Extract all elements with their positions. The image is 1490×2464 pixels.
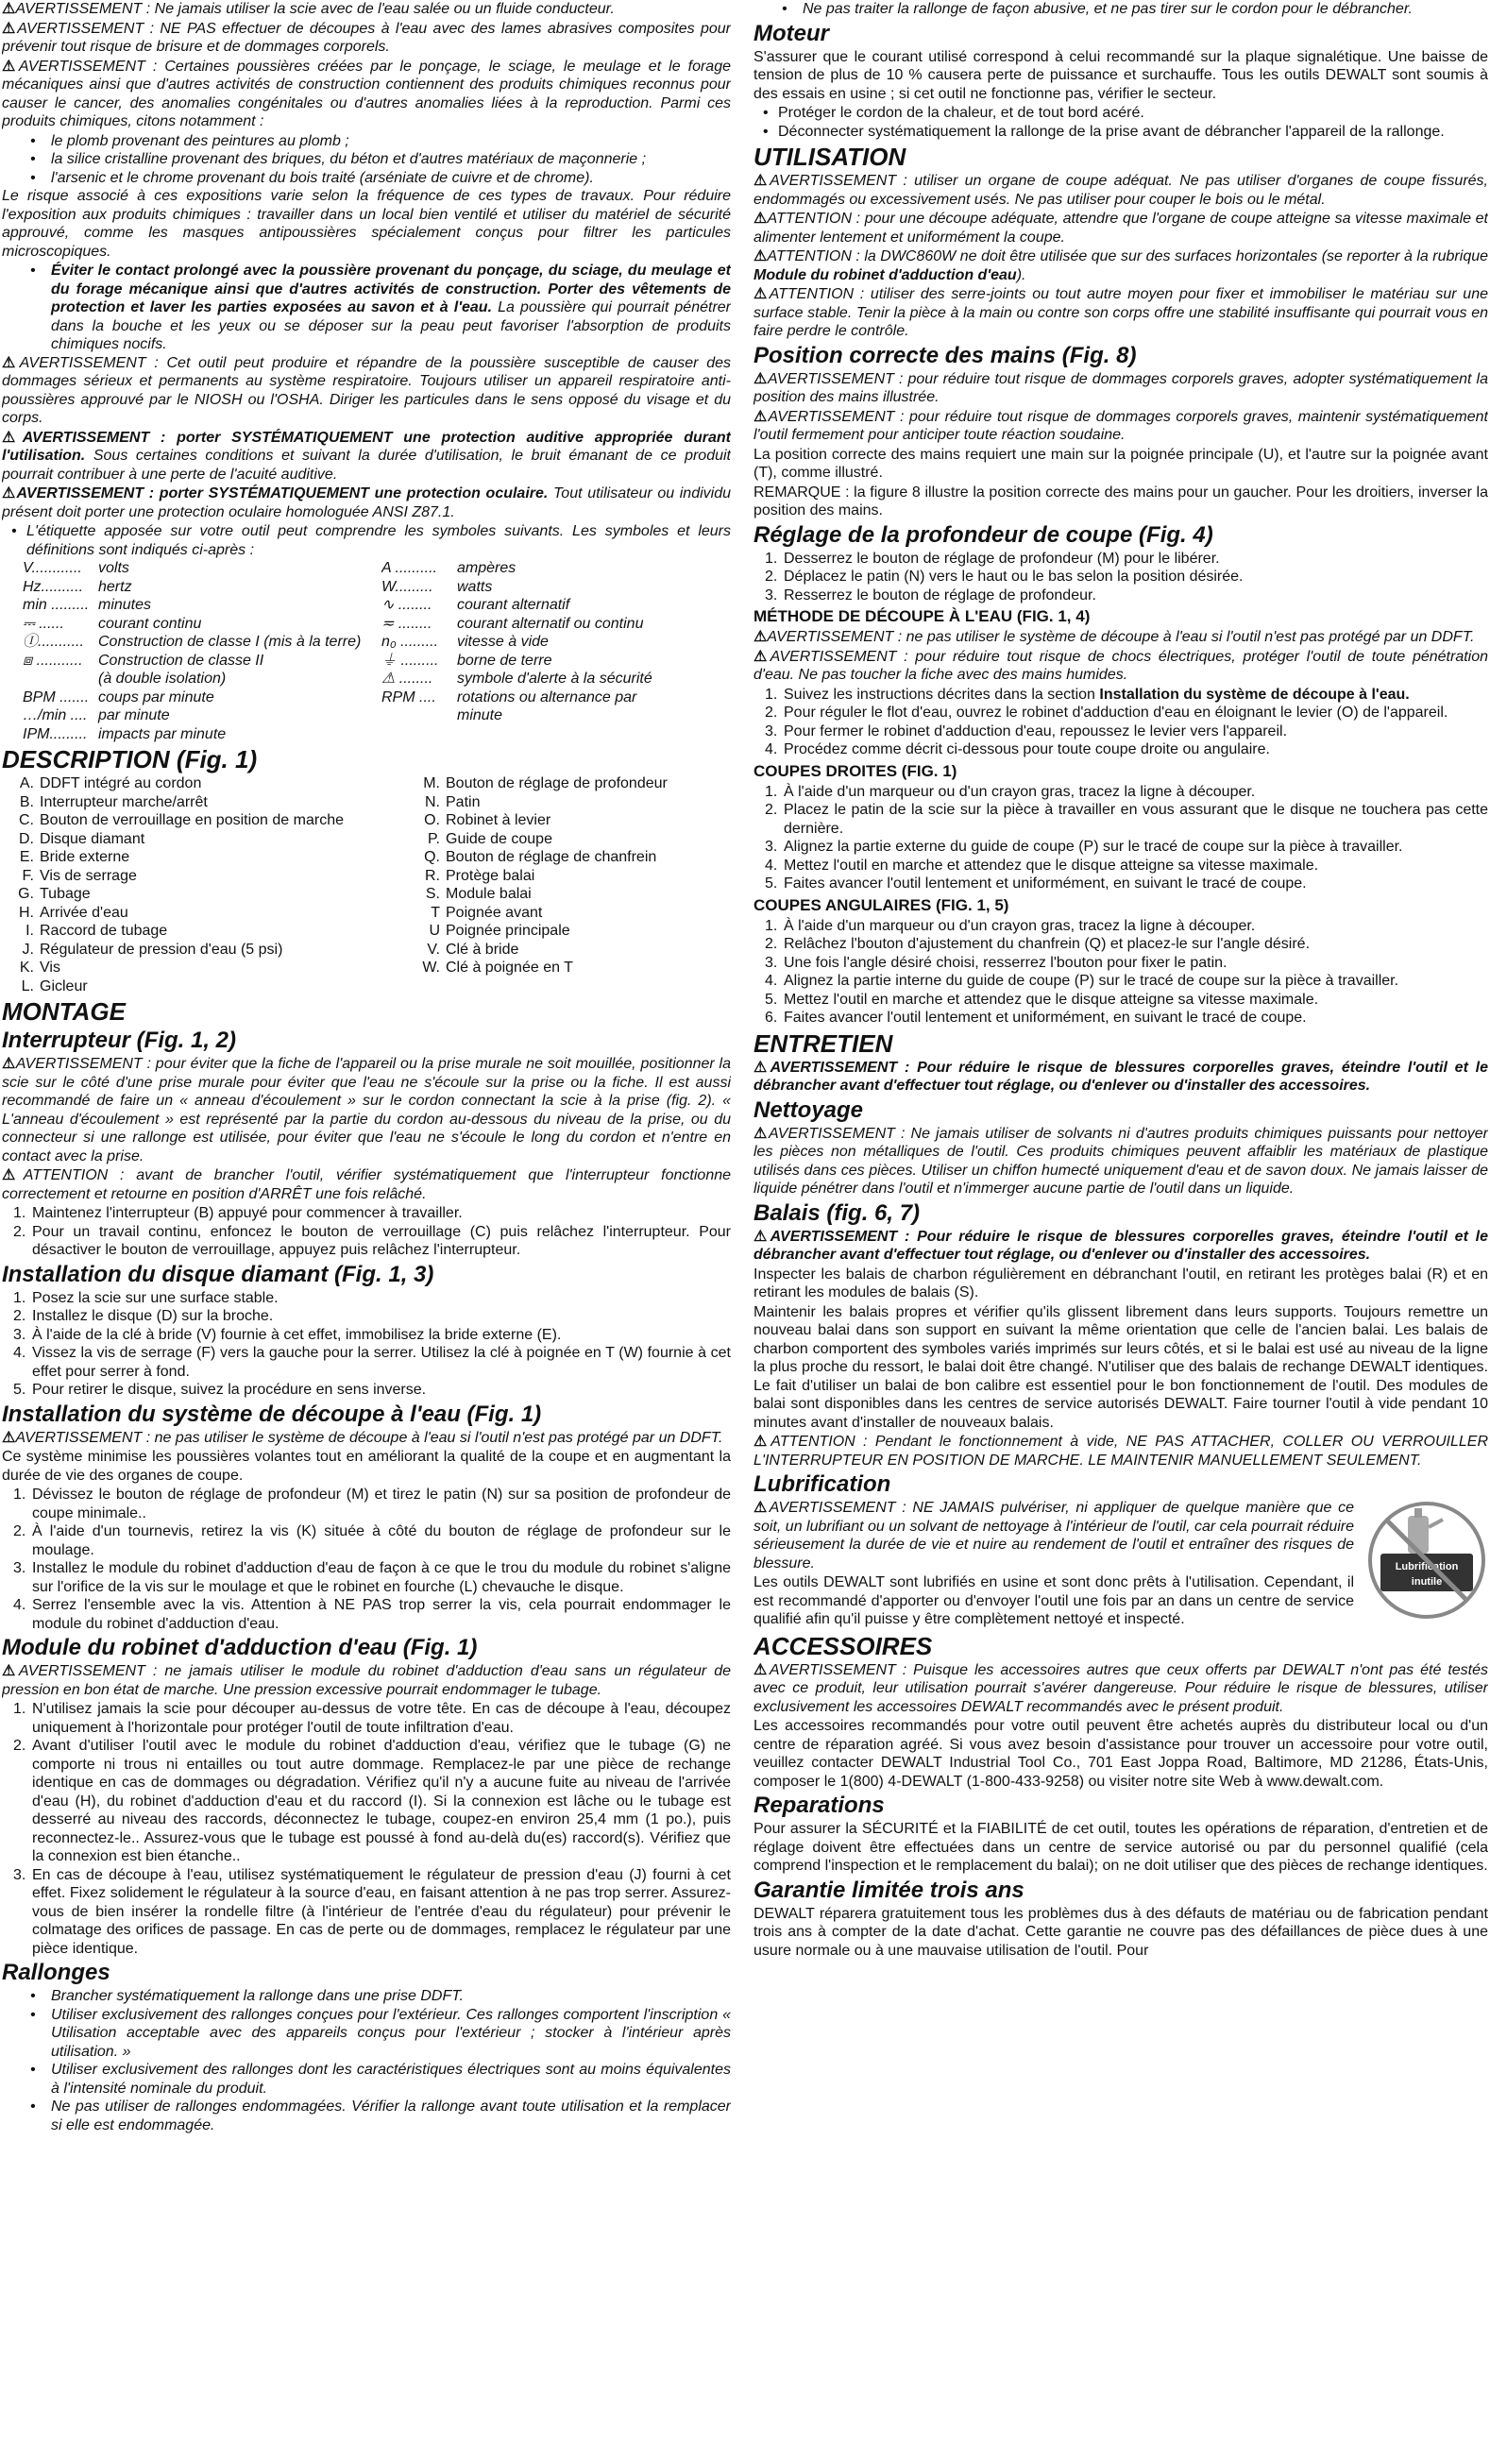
list-item: 2. Déplacez le patin (N) vers le haut ou le bas selon la position désirée. bbox=[765, 569, 1244, 585]
warning-triangle-icon: ⚠ bbox=[2, 354, 20, 371]
list-item: 3. Pour fermer le robinet d'adduction d'eau, repoussez le levier vers l'appareil. bbox=[765, 722, 1288, 739]
symbol-row: (à double isolation) bbox=[98, 671, 227, 687]
warning-hands-1: ⚠AVERTISSEMENT : pour réduire tout risque de dommages corporels graves, adopter systématiquement la position des mains illustrée. bbox=[753, 370, 1488, 405]
list-item: 4. Mettez l'outil en marche et attendez que le disque atteigne sa vitesse maximale. bbox=[765, 857, 1319, 874]
lubrication-block bbox=[753, 1499, 1488, 1630]
list-item: 3. À l'aide de la clé à bride (V) fournie à cet effet, immobilisez la bride externe (E). bbox=[13, 1326, 562, 1343]
warranty-heading: Garantie limitée trois ans bbox=[753, 1877, 1024, 1903]
method-heading: MÉTHODE DE DÉCOUPE À L'EAU (FIG. 1, 4) bbox=[753, 607, 1091, 625]
warning-lubrication: ⚠AVERTISSEMENT : NE JAMAIS pulvériser, ni appliquer de quelque manière que ce soit, un lubrifiant ou un solvant de nettoyage à l'intérieur de l'outil, car cela pourrait réduire sérieusement la durée de vie et nuire au rendement de l'outil et entraîner des risques de blessure. bbox=[753, 1500, 1354, 1572]
list-item: 3. Alignez la partie externe du guide de coupe (P) sur le tracé de coupe sur la pièce à travailler. bbox=[765, 839, 1403, 855]
accessories-heading: ACCESSOIRES bbox=[753, 1631, 933, 1660]
lubrication-icon-label-1: Lubrification bbox=[1395, 1561, 1459, 1572]
caution-use-3: ⚠ATTENTION : utiliser des serre-joints ou tout autre moyen pour fixer et immobiliser le matériau sur une surface stable. Tenir la pièce à la main ou contre son corps offre une stabilité insuffisante qui pourrait vous en faire perdre le contrôle. bbox=[753, 286, 1488, 339]
symbol-row: Hz.......... hertz bbox=[23, 578, 132, 595]
list-item: 4. Vissez la vis de serrage (F) vers la gauche pour la serrer. Utilisez la clé à poignée en T (W) fournie à cet effet pour serrer à fond. bbox=[13, 1345, 731, 1380]
symbol-row: ⏚ ......... borne de terre bbox=[381, 652, 552, 669]
list-item: • la silice cristalline provenant des briques, du béton et d'autres matériaux de maçonnerie ; bbox=[2, 150, 731, 169]
list-item: • Protéger le cordon de la chaleur, et de tout bord acéré. bbox=[753, 104, 1488, 123]
valve-steps bbox=[2, 1700, 731, 1958]
list-item: U Poignée principale bbox=[429, 923, 570, 939]
symbols-left bbox=[23, 559, 372, 743]
list-item: • Déconnecter systématiquement la rallonge de la prise avant de débrancher l'appareil de la rallonge. bbox=[753, 123, 1488, 142]
water-system-steps bbox=[2, 1486, 731, 1633]
warning-salt-water: ⚠AVERTISSEMENT : Ne jamais utiliser la scie avec de l'eau salée ou un fluide conducteur. bbox=[2, 1, 615, 17]
symbol-row: min ......... minutes bbox=[23, 597, 152, 613]
list-item: 4. Alignez la partie interne du guide de coupe (P) sur le tracé de coupe sur la pièce à travailler. bbox=[765, 973, 1399, 989]
list-item: I. Raccord de tubage bbox=[25, 923, 168, 939]
warning-triangle-icon: ⚠ bbox=[2, 485, 17, 501]
list-item: R. Protège balai bbox=[425, 867, 535, 884]
warning-maintenance: ⚠AVERTISSEMENT : Pour réduire le risque de blessures corporelles graves, éteindre l'outil et le débrancher avant d'effectuer tout réglage, ou d'enlever ou d'installer des accessoires. bbox=[753, 1059, 1488, 1094]
warning-triangle-icon: ⚠ bbox=[753, 629, 768, 645]
list-item: 2. Pour réguler le flot d'eau, ouvrez le robinet d'adduction d'eau en éloignant le levier (O) de l'appareil. bbox=[765, 705, 1448, 721]
list-item: N. Patin bbox=[425, 793, 481, 810]
list-item: 3. Une fois l'angle désiré choisi, resserrez l'bouton pour fixer le patin. bbox=[765, 954, 1228, 971]
lubrication-icon-label-2: inutile bbox=[1411, 1576, 1443, 1588]
list-item: • Éviter le contact prolongé avec la poussière provenant du ponçage, du sciage, du meulage et du forage mécanique ainsi que d'autres activités de construction. Porter des vêtements de protection et laver les parties exposées au savon et à l'eau. La poussière qui pourrait pénétrer dans la bouche et les yeux ou se déposer sur la peau peut favoriser l'absorption de produits chimiques nocifs. bbox=[2, 262, 731, 354]
warning-triangle-icon: ⚠ bbox=[753, 408, 769, 425]
extension-heading: Rallonges bbox=[2, 1960, 110, 1985]
angle-cuts-steps bbox=[753, 917, 1488, 1028]
list-item: 2. Pour un travail continu, enfoncez le bouton de verrouillage (C) puis relâchez l'interrupteur. Pour désactiver le bouton de verrouillage, appuyez puis relâchez l'interrupteur. bbox=[13, 1223, 731, 1258]
list-item: • Ne pas utiliser de rallonges endommagées. Vérifier la rallonge avant toute utilisation et la remplacer si elle est endommagée. bbox=[2, 2098, 731, 2134]
list-item: 2. Relâchez l'bouton d'ajustement du chanfrein (Q) et placez-le sur l'angle désiré. bbox=[765, 936, 1311, 952]
list-item: 1. À l'aide d'un marqueur ou d'un crayon gras, tracez la ligne à découper. bbox=[765, 783, 1256, 800]
straight-cuts-heading: COUPES DROITES (FIG. 1) bbox=[753, 761, 957, 780]
list-item: 2. Avant d'utiliser l'outil avec le module du robinet d'adduction d'eau, vérifiez que le tubage (G) ne comporte ni trous ni entailles ou tout autre dommage. Remplacez-le par une pièce de rechange identique en cas de dommages ou dégradation. Vérifiez qu'il n'y a aucune fuite au niveau de l'arrivée d'eau (H), du robinet d'adduction d'eau et du raccord (I). Si la connexion est lâche ou le tubage est desserré au niveau des raccords, déconnectez le tubage, coupez-en environ 25,4 mm (1 po.), puis reconnectez-le.. Assurez-vous que le tubage est poussé à fond au-delà du(es) raccord(s). Vérifiez que la connexion est bien étanche.. bbox=[13, 1738, 731, 1864]
warning-triangle-icon: ⚠ bbox=[753, 370, 768, 387]
extension-list bbox=[2, 1987, 731, 2134]
lubrication-paragraph: Les outils DEWALT sont lubrifiés en usine et sont donc prêts à l'utilisation. Cependant, il est recommandé d'apporter ou d'envoyer l'outil une fois par an dans un centre de service qualifié afin qu'il puisse y être complètement nettoyé et inspecté. bbox=[753, 1574, 1354, 1627]
montage-heading: MONTAGE bbox=[2, 997, 126, 1026]
warning-eye: ⚠AVERTISSEMENT : porter SYSTÉMATIQUEMENT une protection oculaire. Tout utilisateur ou individu présent doit porter une protection oculaire homologuée ANSI Z87.1. bbox=[2, 485, 731, 520]
repairs-heading: Reparations bbox=[753, 1793, 885, 1818]
warning-accessories: ⚠AVERTISSEMENT : Puisque les accessoires autres que ceux offerts par DEWALT n'ont pas été testés avec ce produit, leur utilisation pourrait s'avérer dangereuse. Pour réduire le risque de blessures, utiliser exclusivement les accessoires DEWALT recommandés avec le présent produit. bbox=[753, 1661, 1488, 1715]
warning-triangle-icon: ⚠ bbox=[753, 1228, 770, 1245]
description-right bbox=[415, 774, 731, 995]
valve-heading: Module du robinet d'adduction d'eau (Fig. 1) bbox=[2, 1635, 478, 1660]
description-heading: DESCRIPTION (Fig. 1) bbox=[2, 745, 258, 773]
switch-steps bbox=[2, 1204, 731, 1260]
warning-triangle-icon: ⚠ bbox=[2, 429, 23, 446]
repairs-paragraph: Pour assurer la SÉCURITÉ et la FIABILITÉ de cet outil, toutes les opérations de réparation, d'entretien et de réglage doivent être effectuées dans un centre de service autorisé ou par du personnel qualifié (cela comprend l'inspection et le remplacement du balai); on ne doit utiliser que des pièces de rechange identiques. bbox=[753, 1821, 1488, 1874]
caution-brushes: ⚠ATTENTION : Pendant le fonctionnement à vide, NE PAS ATTACHER, COLLER OU VERROUILLER L'INTERRUPTEUR EN POSITION DE MARCHE. LE MAINTENIR MANUELLEMENT SEULEMENT. bbox=[753, 1434, 1488, 1469]
list-item: 1. Maintenez l'interrupteur (B) appuyé pour commencer à travailler. bbox=[13, 1205, 463, 1221]
method-steps bbox=[753, 686, 1488, 759]
warning-triangle-icon: ⚠ bbox=[753, 1125, 769, 1142]
list-item: M. Bouton de réglage de profondeur bbox=[423, 775, 668, 791]
warning-valve: ⚠AVERTISSEMENT : ne jamais utiliser le module du robinet d'adduction d'eau sans un régulateur de pression en bon état de marche. Une pression excessive pourrait endommager le tubage. bbox=[2, 1663, 731, 1698]
list-item: 6. Faites avancer l'outil lentement et uniformément, en suivant le tracé de coupe. bbox=[765, 1010, 1307, 1026]
accessories-paragraph: Les accessoires recommandés pour votre outil peuvent être achetés auprès du distributeur local ou d'un centre de réparation agréé. Si vous avez besoin d'assistance pour trouver un accessoire pour votre outil, veuillez contacter DEWALT Industrial Tool Co., 701 East Joppa Road, Baltimore, MD 21286, États-Unis, composer le 1(800) 4-DEWALT (1-800-433-9258) ou visiter notre site Web à www.dewalt.com. bbox=[753, 1718, 1488, 1790]
label-intro bbox=[2, 522, 731, 559]
warning-hearing: ⚠AVERTISSEMENT : porter SYSTÉMATIQUEMENT une protection auditive appropriée durant l'utilisation. Sous certaines conditions et suivant la durée d'utilisation, le bruit émanant de ce produit pourrait contribuer à une perte de l'acuité auditive. bbox=[2, 429, 731, 483]
warning-triangle-icon: ⚠ bbox=[2, 58, 19, 75]
symbol-row: ⚠ ........ symbole d'alerte à la sécurité bbox=[381, 671, 652, 687]
list-item: 3. Resserrez le bouton de réglage de profondeur. bbox=[765, 586, 1096, 603]
list-item: 2. À l'aide d'un tournevis, retirez la vis (K) située à côté du bouton de réglage de profondeur sur le moulage. bbox=[13, 1523, 731, 1558]
list-item: • Utiliser exclusivement des rallonges conçues pour l'extérieur. Ces rallonges comportent l'inscription « Utilisation acceptable avec des appareils conçus pour l'extérieur ; stocker à l'intérieur après utilisation. » bbox=[2, 2006, 731, 2062]
list-item: T Poignée avant bbox=[431, 904, 543, 921]
warning-switch: ⚠AVERTISSEMENT : pour éviter que la fiche de l'appareil ou la prise murale ne soit mouillée, positionner la scie sur le côté d'une prise murale pour éviter que l'eau ne s'écoule sur la prise ou la fiche. Il est aussi recommandé de faire un « anneau d'écoulement » sur le cordon connectant la scie à la prise (fig. 2). « L'anneau d'écoulement » est représenté par la partie du cordon au-dessous du niveau de la prise, ou du connecteur si une rallonge est utilisée, pour éviter que l'eau ne s'écoule le long du cordon et n'entre en contact avec la prise. bbox=[2, 1056, 731, 1164]
list-item: B. Interrupteur marche/arrêt bbox=[19, 793, 208, 810]
list-item: C. Bouton de verrouillage en position de marche bbox=[19, 812, 344, 828]
symbols-right bbox=[381, 559, 731, 743]
caution-use-2: ⚠ATTENTION : la DWC860W ne doit être utilisée que sur des surfaces horizontales (se reporter à la rubrique Module du robinet d'adduction d'eau). bbox=[753, 248, 1488, 283]
symbol-row: …/min .... par minute bbox=[23, 707, 170, 723]
brushes-paragraph-2: Maintenir les balais propres et vérifier qu'ils glissent librement dans leurs supports. Toujours remettre un nouveau balai dans son support en suivant la même orientation que celle de l'ancien balai. Les balais de charbon comportent des symboles variés imprimés sur leurs côtés, et si le balai est usé au niveau de la ligne la plus proche du ressort, le balai doit être changé. N'utiliser que des balais de rechange DEWALT identiques. Le fait d'utiliser un balai de bon calibre est essentiel pour le bon fonctionnement de l'outil. Des modules de balai sont disponibles dans les centres de service autorisés DEWALT. Faire tourner l'outil à vide pendant 10 minutes avant d'installer de nouveaux balais. bbox=[753, 1303, 1488, 1431]
hands-remark: REMARQUE : la figure 8 illustre la position correcte des mains pour un gaucher. Pour les droitiers, inverser la position des mains. bbox=[753, 484, 1488, 518]
caution-use-1: ⚠ATTENTION : pour une découpe adéquate, attendre que l'organe de coupe atteigne sa vitesse maximale et alimenter lentement et uniformément la coupe. bbox=[753, 211, 1488, 246]
list-item: 4. Serrez l'ensemble avec la vis. Attention à NE PAS trop serrer la vis, cela pourrait endommager le module du robinet d'adduction d'eau. bbox=[13, 1597, 731, 1632]
no-lubrication-icon bbox=[1365, 1499, 1488, 1630]
list-item: 1. Desserrez le bouton de réglage de profondeur (M) pour le libérer. bbox=[765, 550, 1220, 567]
warning-triangle-icon: ⚠ bbox=[753, 286, 770, 302]
symbol-row: RPM .... rotations ou alternance par bbox=[381, 688, 637, 705]
list-item: F. Vis de serrage bbox=[22, 867, 137, 884]
warning-cleaning: ⚠AVERTISSEMENT : Ne jamais utiliser de solvants ni d'autres produits chimiques puissants pour nettoyer les pièces non métalliques de l'outil. Ces produits chimiques peuvent affaiblir les matériaux de plastique utilisés dans ces pièces. Utiliser un chiffon humecté uniquement d'eau et de savon doux. Ne jamais laisser de liquide pénétrer dans l'outil et n'immerger aucune partie de l'outil dans un liquide. bbox=[753, 1125, 1488, 1197]
list-item: W. Clé à poignée en T bbox=[422, 960, 573, 976]
list-item: • le plomb provenant des peintures au plomb ; bbox=[2, 132, 731, 151]
warning-triangle-icon: ⚠ bbox=[2, 1056, 16, 1072]
list-item: 1. Posez la scie sur une surface stable. bbox=[13, 1289, 279, 1306]
water-system-paragraph: Ce système minimise les poussières volantes tout en améliorant la qualité de la coupe et en augmentant la durée de vie des organes de coupe. bbox=[2, 1449, 731, 1484]
list-item: 3. En cas de découpe à l'eau, utilisez systématiquement le régulateur de pression d'eau (J) fourni à cet effet. Fixez solidement le régulateur à la source d'eau, en faisant attention à ne pas trop serrer. Assurez-vous de bien insérer la rondelle filtre (à l'intérieur de l'entrée d'eau du régulateur) pour prévenir le colmatage des orifices de passage. En cas de perte ou de dommages, remplacez le régulateur par une pièce identique. bbox=[13, 1866, 731, 1957]
disc-steps bbox=[2, 1289, 731, 1400]
symbol-row: ⧈ ........... Construction de classe II bbox=[23, 652, 264, 669]
risk-paragraph: Le risque associé à ces expositions varie selon la fréquence de ces types de travaux. Pour réduire l'exposition aux produits chimiques : travailler dans un local bien ventilé et utiliser du matériel de sécurité approuvé, comme les masques antipoussières spécialement conçus pour filtrer les particules microscopiques. bbox=[2, 188, 731, 260]
list-item: 1. Suivez les instructions décrites dans la section Installation du système de découpe à l'eau. bbox=[765, 686, 1410, 703]
warning-triangle-icon: ⚠ bbox=[753, 1661, 770, 1678]
motor-list bbox=[753, 104, 1488, 141]
symbol-row: ≂ ........ courant alternatif ou continu bbox=[381, 615, 644, 632]
maintenance-heading: ENTRETIEN bbox=[753, 1028, 893, 1058]
list-item: 5. Mettez l'outil en marche et attendez que le disque atteigne sa vitesse maximale. bbox=[765, 991, 1319, 1008]
symbols-table bbox=[2, 559, 731, 743]
left-column bbox=[2, 0, 731, 2464]
brushes-heading: Balais (fig. 6, 7) bbox=[753, 1199, 921, 1226]
hands-paragraph: La position correcte des mains requiert une main sur la poignée principale (U), et l'autre sur la poignée avant (T), comme illustré. bbox=[753, 446, 1488, 481]
warning-triangle-icon: ⚠ bbox=[753, 173, 770, 189]
list-item: 5. Pour retirer le disque, suivez la procédure en sens inverse. bbox=[13, 1382, 427, 1398]
warning-triangle-icon: ⚠ bbox=[2, 1663, 19, 1679]
motor-heading: Moteur bbox=[753, 20, 829, 46]
warning-triangle-icon: ⚠ bbox=[753, 1059, 770, 1076]
warning-triangle-icon: ⚠ bbox=[753, 211, 768, 227]
warning-triangle-icon: ⚠ bbox=[2, 1429, 16, 1446]
list-item: • L'étiquette apposée sur votre outil peut comprendre les symboles suivants. Les symboles et leurs définitions sont indiqués ci-après : bbox=[2, 522, 731, 559]
avoid-contact-list bbox=[2, 262, 731, 354]
list-item: 2. Placez le patin de la scie sur la pièce à travailler en vous assurant que le disque ne touchera pas cette dernière. bbox=[765, 802, 1488, 837]
warning-triangle-icon: ⚠ bbox=[753, 1434, 771, 1450]
list-item: Q. Bouton de réglage de chanfrein bbox=[424, 849, 657, 865]
warning-method-2: ⚠AVERTISSEMENT : pour réduire tout risque de chocs électriques, protéger l'outil de toute pénétration d'eau. Ne pas toucher la fiche avec des mains humides. bbox=[753, 648, 1488, 683]
warning-triangle-icon: ⚠ bbox=[753, 648, 770, 665]
list-item: D. Disque diamant bbox=[19, 830, 145, 847]
symbol-row: A .......... ampères bbox=[381, 560, 516, 576]
warning-triangle-icon: ⚠ bbox=[2, 1, 16, 17]
warning-abrasive-blades: ⚠AVERTISSEMENT : NE PAS effectuer de découpes à l'eau avec des lames abrasives composites pour prévenir tout risque de brisure et de dommages corporels. bbox=[2, 20, 731, 55]
warning-triangle-icon: ⚠ bbox=[753, 1500, 770, 1516]
symbol-row: minute bbox=[457, 707, 503, 723]
warning-hands-2: ⚠AVERTISSEMENT : pour réduire tout risque de dommages corporels graves, maintenir systématiquement l'outil fermement pour anticiper toute réaction soudaine. bbox=[753, 408, 1488, 443]
right-column bbox=[753, 0, 1488, 2464]
list-item: 5. Faites avancer l'outil lentement et uniformément, en suivant le tracé de coupe. bbox=[765, 875, 1307, 892]
warning-water-system: ⚠AVERTISSEMENT : ne pas utiliser le système de découpe à l'eau si l'outil n'est pas protégé par un DDFT. bbox=[2, 1429, 723, 1446]
description-list bbox=[2, 774, 731, 995]
disc-heading: Installation du disque diamant (Fig. 1, 3) bbox=[2, 1261, 434, 1287]
list-item: 1. N'utilisez jamais la scie pour découper au-dessus de votre tête. En cas de découpe à l'eau, découpez uniquement à l'horizontale pour protéger l'outil de toute infiltration d'eau. bbox=[13, 1701, 731, 1736]
list-item: O. Robinet à levier bbox=[424, 812, 551, 828]
symbol-row: Ⓘ........... Construction de classe I (mis à la terre) bbox=[23, 634, 362, 650]
depth-heading: Réglage de la profondeur de coupe (Fig. 4) bbox=[753, 521, 1213, 548]
hands-heading: Position correcte des mains (Fig. 8) bbox=[753, 342, 1137, 368]
list-item: L. Gicleur bbox=[21, 977, 88, 994]
warning-brushes: ⚠AVERTISSEMENT : Pour réduire le risque de blessures corporelles graves, éteindre l'outil et le débrancher avant d'effectuer tout réglage, ou d'enlever ou d'installer des accessoires. bbox=[753, 1228, 1488, 1263]
warning-method-1: ⚠AVERTISSEMENT : ne pas utiliser le système de découpe à l'eau si l'outil n'est pas protégé par un DDFT. bbox=[753, 629, 1475, 645]
symbol-row: ⎓ ...... courant continu bbox=[23, 615, 202, 632]
warning-chemical-dust: ⚠AVERTISSEMENT : Certaines poussières créées par le ponçage, le sciage, le meulage et le forage mécaniques ainsi que d'autres activités de construction contiennent des produits chimiques reconnus pour causer le cancer, des anomalies congénitales ou d'autres anomalies liées à la reproduction. Parmi ces produits chimiques, citons notamment : bbox=[2, 58, 731, 129]
section-reference: Installation du système de découpe à l'eau. bbox=[1099, 686, 1410, 703]
list-item: H. Arrivée d'eau bbox=[19, 904, 128, 921]
switch-heading: Interrupteur (Fig. 1, 2) bbox=[2, 1028, 237, 1053]
list-item: J. Régulateur de pression d'eau (5 psi) bbox=[22, 941, 283, 958]
cleaning-heading: Nettoyage bbox=[753, 1096, 864, 1123]
water-system-heading: Installation du système de découpe à l'eau (Fig. 1) bbox=[2, 1401, 542, 1427]
brushes-paragraph-1: Inspecter les balais de charbon régulièrement en débranchant l'outil, en retirant les protèges balai (R) et en retirant les modules de balais (S). bbox=[753, 1266, 1488, 1300]
straight-cuts-steps bbox=[753, 783, 1488, 893]
list-item: • l'arsenic et le chrome provenant du bois traité (arséniate de cuivre et de chrome). bbox=[2, 169, 731, 188]
warranty-paragraph: DEWALT réparera gratuitement tous les problèmes dus à des défauts de matériau ou de fabrication pendant trois ans à compter de la date d'achat. Cette garantie ne couvre pas des défaillances de pièce dues à une usure normale ou à une mauvaise utilisation de l'outil. Pour bbox=[753, 1905, 1488, 1959]
list-item: 3. Installez le module du robinet d'adduction d'eau de façon à ce que le trou du module du robinet s'aligne sur l'orifice de la vis sur le moulage et que le robinet en fourche (L) chevauche le disque. bbox=[13, 1560, 731, 1595]
symbol-row: IPM......... impacts par minute bbox=[23, 725, 227, 742]
symbol-row: n₀ ......... vitesse à vide bbox=[381, 634, 549, 650]
lubrication-heading: Lubrification bbox=[753, 1471, 891, 1497]
list-item: 1. Dévissez le bouton de réglage de profondeur (M) et tirez le patin (N) sur sa position de profondeur de coupe minimale.. bbox=[13, 1487, 731, 1521]
use-heading: UTILISATION bbox=[753, 143, 906, 171]
lubrication-text bbox=[753, 1499, 1354, 1630]
warning-use: ⚠AVERTISSEMENT : utiliser un organe de coupe adéquat. Ne pas utiliser d'organes de coupe fissurés, endommagés ou excessivement usés. Ne pas utiliser pour couper le bois ou le métal. bbox=[753, 173, 1488, 208]
description-left bbox=[9, 774, 415, 995]
list-item: • Utiliser exclusivement des rallonges dont les caractéristiques électriques sont au moins équivalentes à l'intensité nominale du produit. bbox=[2, 2061, 731, 2098]
list-item: 1. À l'aide d'un marqueur ou d'un crayon gras, tracez la ligne à découper. bbox=[765, 917, 1256, 934]
list-item: S. Module balai bbox=[425, 886, 532, 902]
caution-switch: ⚠ATTENTION : avant de brancher l'outil, vérifier systématiquement que l'interrupteur fonctionne correctement et retourne en position d'ARRÊT une fois relâché. bbox=[2, 1167, 731, 1202]
symbol-row: BPM ....... coups par minute bbox=[23, 688, 214, 705]
list-item: A. DDFT intégré au cordon bbox=[19, 775, 202, 791]
depth-steps bbox=[753, 550, 1488, 605]
list-item: G. Tubage bbox=[18, 886, 91, 902]
symbol-row: W......... watts bbox=[381, 578, 493, 595]
warning-triangle-icon: ⚠ bbox=[2, 20, 18, 37]
list-item: 4. Procédez comme décrit ci-dessous pour toute coupe droite ou angulaire. bbox=[765, 741, 1270, 757]
extension-list-continued bbox=[753, 0, 1488, 19]
list-item: V. Clé à bride bbox=[427, 941, 519, 958]
angle-cuts-heading: COUPES ANGULAIRES (FIG. 1, 5) bbox=[753, 895, 1009, 914]
method-step-1-text: Suivez les instructions décrites dans la section Installation du système de découpe à l'eau. bbox=[784, 686, 1410, 703]
list-item: • Brancher systématiquement la rallonge dans une prise DDFT. bbox=[2, 1987, 731, 2006]
list-item: K. Vis bbox=[19, 960, 60, 976]
list-item: P. Guide de coupe bbox=[427, 830, 552, 847]
chemical-list bbox=[2, 132, 731, 188]
warning-respiratory: ⚠AVERTISSEMENT : Cet outil peut produire et répandre de la poussière susceptible de causer des dommages sérieux et permanents au système respiratoire. Toujours utiliser un appareil respiratoire anti-poussières approuvé par le NIOSH ou l'OSHA. Diriger les particules dans le sens opposé du visage et du corps. bbox=[2, 354, 731, 426]
symbol-row: V............ volts bbox=[23, 560, 129, 576]
symbol-row: ∿ ........ courant alternatif bbox=[381, 597, 570, 613]
motor-paragraph: S'assurer que le courant utilisé correspond à celui recommandé sur la plaque signalétique. Une baisse de tension de plus de 10 % causera perte de puissance et surchauffe. Tous les outils DEWALT sont soumis à des essais en usine ; si cet outil ne fonctionne pas, vérifier le secteur. bbox=[753, 48, 1488, 102]
list-item: • Ne pas traiter la rallonge de façon abusive, et ne pas tirer sur le cordon pour le débrancher. bbox=[753, 0, 1488, 19]
warning-triangle-icon: ⚠ bbox=[753, 248, 768, 264]
list-item: 2. Installez le disque (D) sur la broche. bbox=[13, 1308, 274, 1324]
warning-triangle-icon: ⚠ bbox=[2, 1167, 24, 1183]
list-item: E. Bride externe bbox=[19, 849, 130, 865]
